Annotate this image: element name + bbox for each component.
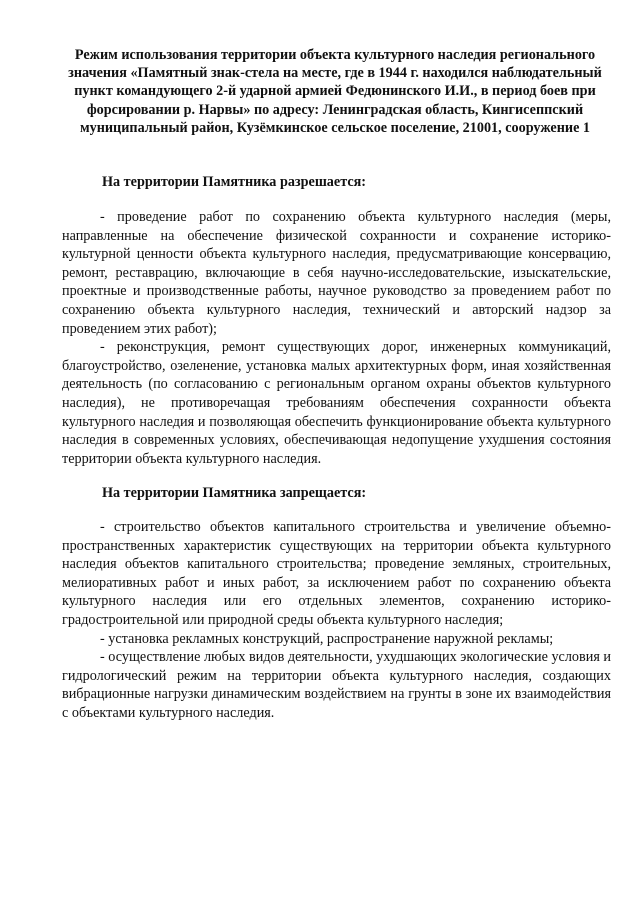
document-title: Режим использования территории объекта культурного наследия регионального значения «Памятный знак-стела на месте, где в 1944 г. находился наблюдательный пункт командующего 2-й ударной армией Федюнинского И.И., в период боев при форсировании р. Нарвы» по адресу: Ленинградская область, Кингисеппский муниципальный район, Кузёмкинское сельское поселение, 21001, сооружение 1: [68, 47, 602, 136]
prohibited-item: - строительство объектов капитального строительства и увеличение объемно-пространственных характеристик существующих на территории объекта культурного наследия объектов капитального строительства; проведение земляных, строительных, мелиоративных работ и иных работ, за исключением работ по сохранению объекта культурного наследия или его отдельных элементов, сохранению историко-градостроительной или природной среды объекта культурного наследия;: [62, 519, 611, 628]
prohibited-item: - установка рекламных конструкций, распространение наружной рекламы;: [100, 630, 554, 647]
permitted-item: - проведение работ по сохранению объекта культурного наследия (меры, направленные на обеспечение физической сохранности и сохранение историко-культурной ценности объекта культурного наследия, предусматривающие консервацию, ремонт, реставрацию, включающие в себя научно-исследовательские, изыскательские, проектные и производственные работы, научное руководство за проведением работ по сохранению объекта культурного наследия, технический и авторский надзор за проведением этих работ);: [62, 209, 611, 337]
prohibited-item: - осуществление любых видов деятельности, ухудшающих экологические условия и гидрологический режим на территории объекта культурного наследия, создающих вибрационные нагрузки динамическим воздействием на грунты в зоне их взаимодействия с объектами культурного наследия.: [62, 649, 611, 721]
prohibited-list: [62, 518, 611, 723]
permitted-item: - реконструкция, ремонт существующих дорог, инженерных коммуникаций, благоустройство, озеленение, установка малых архитектурных форм, иная хозяйственная деятельность (по согласованию с региональным органом охраны объектов культурного наследия), не противоречащая требованиям обеспечения сохранности объекта культурного наследия и позволяющая обеспечить функционирование объекта культурного наследия в современных условиях, обеспечивающая недопущение ухудшения состояния территории объекта культурного наследия.: [62, 339, 611, 467]
permitted-list: [62, 208, 611, 468]
permitted-heading: На территории Памятника разрешается:: [102, 174, 367, 190]
prohibited-heading: На территории Памятника запрещается:: [102, 485, 367, 501]
